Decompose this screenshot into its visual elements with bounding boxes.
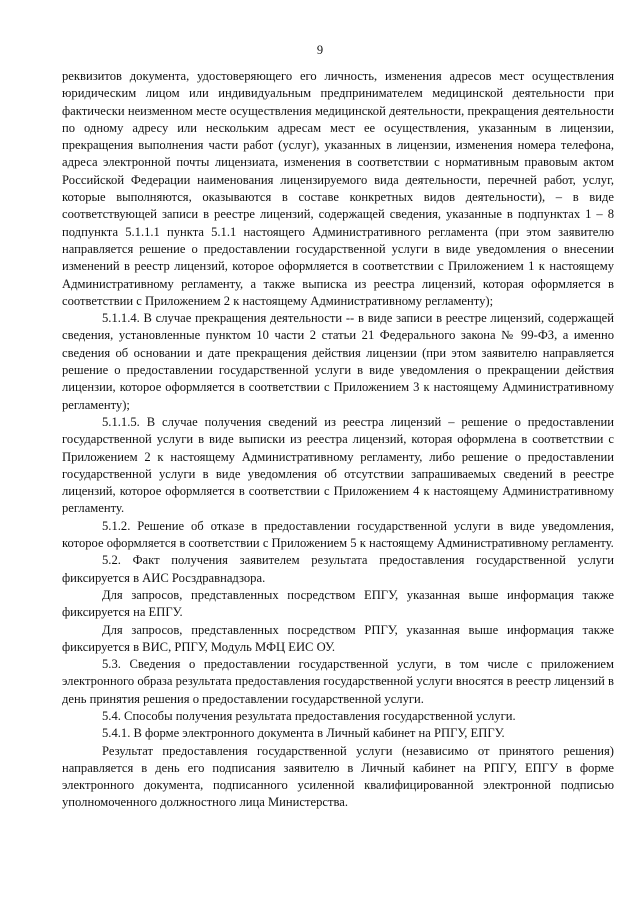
page-number: 9 <box>316 43 324 57</box>
paragraph-5-1-1-4: 5.1.1.4. В случае прекращения деятельности -- в виде записи в реестре лицензий, содержащей сведения, установленные пунктом 10 части 2 статьи 21 Федерального закона № 99-ФЗ, а именно сведения об основании и дате прекращения действия лицензии (при этом заявителю направляется решение о предоставлении государственной услуги в виде уведомления о прекращении действия лицензии, которое оформляется в соответствии с Приложением 3 к настоящему Административному регламенту); <box>62 311 614 412</box>
document-body <box>62 68 614 812</box>
paragraph-5-2: 5.2. Факт получения заявителем результата предоставления государственной услуги фиксируется в АИС Росздравнадзора. <box>62 553 614 585</box>
paragraph-5-3: 5.3. Сведения о предоставлении государственной услуги, в том числе с приложением электронного образа результата предоставления государственной услуги вносятся в реестр лицензий в день принятия решения о предоставлении государственной услуги. <box>62 657 614 706</box>
paragraph-rpgu-requests: Для запросов, представленных посредством РПГУ, указанная выше информация также фиксируется в ВИС, РПГУ, Модуль МФЦ ЕИС ОУ. <box>62 622 614 654</box>
paragraph-result-delivery: Результат предоставления государственной услуги (независимо от принятого решения) направляется в день его подписания заявителю в Личный кабинет на РПГУ, ЕПГУ в форме электронного документа, подписанного усиленной квалифицированной электронной подписью уполномоченного должностного лица Министерства. <box>62 743 614 810</box>
paragraph-5-1-1-5: 5.1.1.5. В случае получения сведений из реестра лицензий – решение о предоставлении государственной услуги в виде выписки из реестра лицензий, которая оформлена в соответствии с Приложением 2 к настоящему Административному регламенту, либо решение о предоставлении государственной услуги в виде уведомления об отсутствии запрашиваемых сведений в реестре лицензий, которое оформляется в соответствии с Приложением 4 к настоящему Административному регламенту. <box>62 414 614 516</box>
paragraph-epgu-requests: Для запросов, представленных посредством ЕПГУ, указанная выше информация также фиксируется на ЕПГУ. <box>62 587 614 620</box>
paragraph-5-4-1: 5.4.1. В форме электронного документа в Личный кабинет на РПГУ, ЕПГУ. <box>102 726 505 741</box>
paragraph-continuation: реквизитов документа, удостоверяющего его личность, изменения адресов мест осуществления юридическим лицом или индивидуальным предпринимателем медицинской деятельности при фактически неизменном месте осуществления медицинской деятельности, прекращения деятельности по одному адресу или нескольким адресам мест ее осуществления, указанным в лицензии, прекращения выполнения части работ (услуг), указанных в лицензии, изменения номера телефона, адреса электронной почты лицензиата, изменения в соответствии с нормативным правовым актом Российской Федерации наименования лицензируемого вида деятельности, перечней работ, услуг, которые выполняются, оказываются в составе конкретных видов деятельности), – в виде соответствующей записи в реестре лицензий, содержащей сведения, указанные в подпунктах 1 – 8 подпункта 5.1.1.1 пункта 5.1.1 настоящего Административного регламента (при этом заявителю направляется решение о предоставлении государственной услуги в виде уведомления о внесении изменений в реестр лицензий, которое оформляется в соответствии с Приложением 1 к настоящему Административному регламенту, а также выписка из реестра лицензий, которая оформляется в соответствии с Приложением 2 к настоящему Административному регламенту); <box>62 69 614 308</box>
paragraph-5-4: 5.4. Способы получения результата предоставления государственной услуги. <box>102 708 516 723</box>
paragraph-5-1-2: 5.1.2. Решение об отказе в предоставлении государственной услуги в виде уведомления, которое оформляется в соответствии с Приложением 5 к настоящему Административному регламенту. <box>62 518 614 551</box>
